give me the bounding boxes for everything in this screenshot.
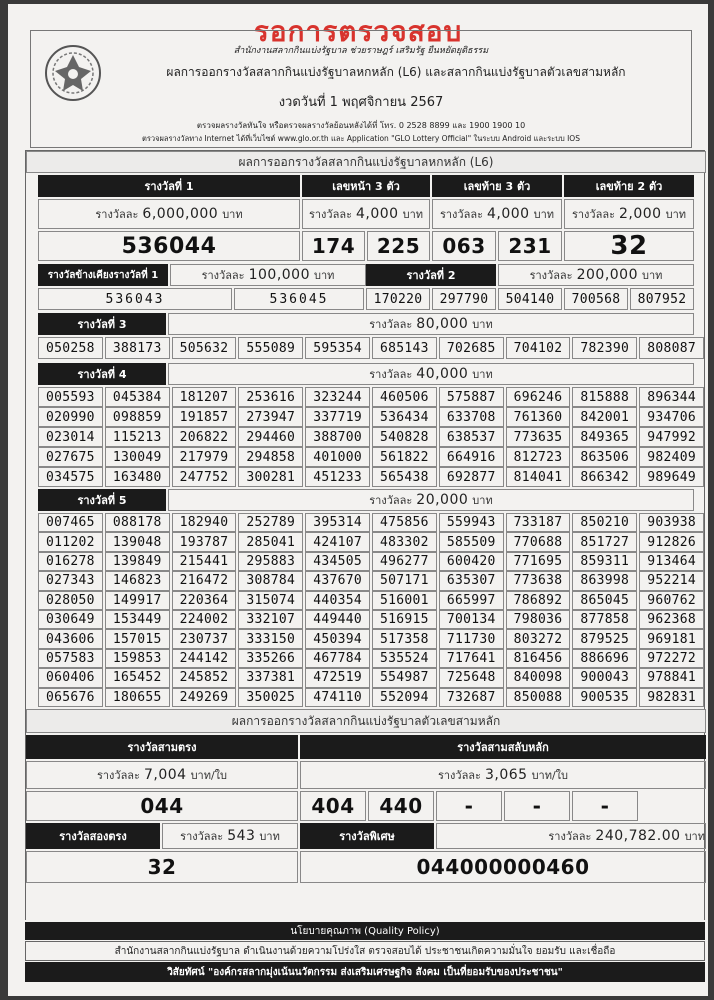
fifth-prize-number: 962368 <box>639 610 704 629</box>
second-prize-number: 807952 <box>630 288 694 310</box>
fifth-prize-number: 295883 <box>238 552 303 571</box>
first-prize-amount <box>38 199 300 229</box>
fifth-prize-number: 180655 <box>105 688 170 707</box>
third-prize-number: 702685 <box>439 337 504 359</box>
fifth-prize-number: 216472 <box>172 571 237 590</box>
fourth-prize-amount <box>168 363 694 385</box>
second-prize-number: 170220 <box>366 288 430 310</box>
fourth-prize-number: 934706 <box>639 407 704 427</box>
fifth-prize-number: 913464 <box>639 552 704 571</box>
lottery-result-sheet <box>8 4 708 996</box>
per-prize-label: รางวัลละ <box>308 208 352 221</box>
fifth-prize-number: 028050 <box>38 591 103 610</box>
fifth-prize-number: 554987 <box>372 668 437 687</box>
three-straight-amount <box>26 761 298 789</box>
prize-unit: บาท <box>259 830 280 843</box>
fifth-prize-number: 252789 <box>238 513 303 532</box>
fifth-prize-number: 516001 <box>372 591 437 610</box>
near-first-number: 536043 <box>38 288 232 310</box>
fifth-prize-number: 475856 <box>372 513 437 532</box>
fourth-prize-label: รางวัลที่ 4 <box>38 363 166 385</box>
prize-amount: 40,000 <box>416 366 469 382</box>
fourth-prize-number: 323244 <box>305 387 370 407</box>
fifth-prize-number: 057583 <box>38 649 103 668</box>
fourth-prize-number: 575887 <box>439 387 504 407</box>
fifth-prize-number: 193787 <box>172 532 237 551</box>
fifth-prize-number: 350025 <box>238 688 303 707</box>
back2-number: 32 <box>564 231 694 261</box>
fifth-prize-number: 600420 <box>439 552 504 571</box>
fifth-prize-number: 395314 <box>305 513 370 532</box>
fourth-prize-number: 812723 <box>506 447 571 467</box>
fourth-prize-number: 989649 <box>639 467 704 487</box>
fifth-prize-number: 851727 <box>572 532 637 551</box>
third-prize-number: 808087 <box>639 337 704 359</box>
near-first-number: 536045 <box>234 288 364 310</box>
three-swap-label: รางวัลสามสลับหลัก <box>300 735 706 759</box>
fifth-prize-number: 900043 <box>572 668 637 687</box>
fourth-prize-number: 388700 <box>305 427 370 447</box>
fifth-prize-number: 773638 <box>506 571 571 590</box>
fifth-prize-number: 230737 <box>172 629 237 648</box>
fifth-prize-number: 139048 <box>105 532 170 551</box>
three-swap-number: 440 <box>368 791 434 821</box>
front3-number: 174 <box>302 231 365 261</box>
three-swap-number: - <box>572 791 638 821</box>
fourth-prize-number: 300281 <box>238 467 303 487</box>
prize-unit: บาท/ใบ <box>531 769 569 782</box>
fifth-prize-number: 850088 <box>506 688 571 707</box>
fifth-prize-number: 434505 <box>305 552 370 571</box>
fifth-prize-number: 308784 <box>238 571 303 590</box>
fifth-prize-number: 733187 <box>506 513 571 532</box>
fourth-prize-number: 696246 <box>506 387 571 407</box>
fourth-prize-number: 020990 <box>38 407 103 427</box>
fifth-prize-number: 483302 <box>372 532 437 551</box>
prize-unit: บาท <box>472 318 493 331</box>
fourth-prize-number: 664916 <box>439 447 504 467</box>
fifth-prize-number: 717641 <box>439 649 504 668</box>
fifth-prize-number: 332107 <box>238 610 303 629</box>
fourth-prize-number: 536434 <box>372 407 437 427</box>
prize-amount: 200,000 <box>576 267 638 283</box>
fifth-prize-number: 249269 <box>172 688 237 707</box>
fifth-prize-number: 474110 <box>305 688 370 707</box>
fifth-prize-number: 771695 <box>506 552 571 571</box>
fifth-prize-number: 912826 <box>639 532 704 551</box>
fifth-prize-number: 153449 <box>105 610 170 629</box>
third-prize-number: 505632 <box>172 337 237 359</box>
prize-unit: บาท <box>472 368 493 381</box>
fourth-prize-number: 692877 <box>439 467 504 487</box>
fifth-prize-number: 449440 <box>305 610 370 629</box>
third-prize-number: 685143 <box>372 337 437 359</box>
near-first-label: รางวัลข้างเคียงรางวัลที่ 1 <box>38 264 168 286</box>
fourth-prize-number: 863506 <box>572 447 637 467</box>
three-straight-number: 044 <box>26 791 298 821</box>
fourth-prize-number: 773635 <box>506 427 571 447</box>
first-prize-number: 536044 <box>38 231 300 261</box>
fifth-prize-number: 982831 <box>639 688 704 707</box>
per-prize-label: รางวัลละ <box>571 208 615 221</box>
pending-verification-stamp: รอการตรวจสอบ <box>253 15 463 48</box>
sheet-header <box>30 30 692 148</box>
l3-section-title: ผลการออกรางวัลสลากกินแบ่งรัฐบาลตัวเลขสามหลัก <box>26 709 706 733</box>
prize-unit: บาท/ใบ <box>190 769 228 782</box>
fourth-prize-number: 130049 <box>105 447 170 467</box>
fifth-prize-number: 224002 <box>172 610 237 629</box>
fifth-prize-number: 337381 <box>238 668 303 687</box>
fifth-prize-number: 245852 <box>172 668 237 687</box>
fifth-prize-number: 088178 <box>105 513 170 532</box>
fifth-prize-number: 903938 <box>639 513 704 532</box>
fifth-prize-number: 472519 <box>305 668 370 687</box>
fourth-prize-number: 098859 <box>105 407 170 427</box>
first-prize-label: รางวัลที่ 1 <box>38 175 300 197</box>
fifth-prize-number: 440354 <box>305 591 370 610</box>
fifth-prize-number: 886696 <box>572 649 637 668</box>
fifth-prize-number: 065676 <box>38 688 103 707</box>
fifth-prize-number: 182940 <box>172 513 237 532</box>
fourth-prize-number: 761360 <box>506 407 571 427</box>
fifth-prize-number: 879525 <box>572 629 637 648</box>
fourth-prize-number: 638537 <box>439 427 504 447</box>
back2-label: เลขท้าย 2 ตัว <box>564 175 694 197</box>
fourth-prize-number: 866342 <box>572 467 637 487</box>
fifth-prize-number: 535524 <box>372 649 437 668</box>
third-prize-label: รางวัลที่ 3 <box>38 313 166 335</box>
fifth-prize-number: 030649 <box>38 610 103 629</box>
second-prize-label: รางวัลที่ 2 <box>366 264 496 286</box>
per-prize-label: รางวัลละ <box>95 208 139 221</box>
prize-amount: 20,000 <box>416 492 469 508</box>
fourth-prize-number: 896344 <box>639 387 704 407</box>
fifth-prize-number: 007465 <box>38 513 103 532</box>
fifth-prize-number: 335266 <box>238 649 303 668</box>
per-prize-label: รางวัลละ <box>439 208 483 221</box>
fifth-prize-number: 972272 <box>639 649 704 668</box>
third-prize-number: 595354 <box>305 337 370 359</box>
fifth-prize-number: 285041 <box>238 532 303 551</box>
fifth-prize-number: 424107 <box>305 532 370 551</box>
fifth-prize-number: 552094 <box>372 688 437 707</box>
fifth-prize-number: 220364 <box>172 591 237 610</box>
vision-statement: วิสัยทัศน์ "องค์กรสลากมุ่งเน้นนวัตกรรม ส่งเสริมเศรษฐกิจ สังคม เป็นที่ยอมรับของประชาชน" <box>25 962 705 982</box>
per-prize-label: รางวัลละ <box>529 269 573 282</box>
per-prize-label: รางวัลละ <box>201 269 245 282</box>
prize-amount: 2,000 <box>619 206 662 222</box>
fifth-prize-number: 960762 <box>639 591 704 610</box>
special-prize-label: รางวัลพิเศษ <box>300 823 434 849</box>
fifth-prize-number: 816456 <box>506 649 571 668</box>
fourth-prize-number: 401000 <box>305 447 370 467</box>
l6-section-title: ผลการออกรางวัลสลากกินแบ่งรัฐบาลหกหลัก (L6) <box>26 151 706 173</box>
prize-amount: 6,000,000 <box>142 206 219 222</box>
contact-line: ตรวจผลรางวัลทันใจ หรือตรวจผลรางวัลย้อนหลังได้ที่ โทร. 0 2528 8899 และ 1900 1900 10 <box>196 121 526 130</box>
fifth-prize-number: 711730 <box>439 629 504 648</box>
fifth-prize-number: 798036 <box>506 610 571 629</box>
third-prize-number: 388173 <box>105 337 170 359</box>
office-motto: สำนักงานสลากกินแบ่งรัฐบาล ช่วยราษฎร์ เสริมรัฐ ยืนหยัดยุติธรรม <box>233 46 489 56</box>
fifth-prize-number: 496277 <box>372 552 437 571</box>
second-prize-number: 504140 <box>498 288 562 310</box>
fifth-prize-number: 333150 <box>238 629 303 648</box>
front3-label: เลขหน้า 3 ตัว <box>302 175 430 197</box>
fourth-prize-number: 460506 <box>372 387 437 407</box>
fourth-prize-number: 115213 <box>105 427 170 447</box>
per-prize-label: รางวัลละ <box>369 318 413 331</box>
near-first-amount <box>170 264 366 286</box>
fifth-prize-number: 011202 <box>38 532 103 551</box>
fourth-prize-number: 451233 <box>305 467 370 487</box>
second-prize-number: 700568 <box>564 288 628 310</box>
third-prize-number: 782390 <box>572 337 637 359</box>
prize-unit: บาท <box>684 830 705 843</box>
fourth-prize-number: 247752 <box>172 467 237 487</box>
fifth-prize-number: 559943 <box>439 513 504 532</box>
three-swap-number: - <box>436 791 502 821</box>
fifth-prize-number: 315074 <box>238 591 303 610</box>
special-prize-amount <box>436 823 706 849</box>
fifth-prize-number: 244142 <box>172 649 237 668</box>
fifth-prize-number: 863998 <box>572 571 637 590</box>
special-prize-number: 044000000460 <box>300 851 706 883</box>
fifth-prize-number: 149917 <box>105 591 170 610</box>
three-swap-number: - <box>504 791 570 821</box>
prize-unit: บาท <box>665 208 687 221</box>
back3-amount <box>432 199 562 229</box>
fifth-prize-number: 969181 <box>639 629 704 648</box>
fourth-prize-number: 034575 <box>38 467 103 487</box>
results-grid <box>25 150 705 920</box>
per-prize-label: รางวัลละ <box>369 494 413 507</box>
third-prize-amount <box>168 313 694 335</box>
fourth-prize-number: 023014 <box>38 427 103 447</box>
fifth-prize-number: 215441 <box>172 552 237 571</box>
per-prize-label: รางวัลละ <box>437 769 481 782</box>
fifth-prize-number: 157015 <box>105 629 170 648</box>
fifth-prize-label: รางวัลที่ 5 <box>38 489 166 511</box>
fourth-prize-number: 253616 <box>238 387 303 407</box>
back3-number: 231 <box>498 231 562 261</box>
fifth-prize-number: 635307 <box>439 571 504 590</box>
fourth-prize-number: 337719 <box>305 407 370 427</box>
fourth-prize-number: 217979 <box>172 447 237 467</box>
fifth-prize-number: 877858 <box>572 610 637 629</box>
fifth-prize-number: 027343 <box>38 571 103 590</box>
fourth-prize-number: 565438 <box>372 467 437 487</box>
prize-amount: 543 <box>227 828 256 844</box>
fifth-prize-number: 585509 <box>439 532 504 551</box>
per-prize-label: รางวัลละ <box>180 830 224 843</box>
fourth-prize-number: 561822 <box>372 447 437 467</box>
sheet-title: ผลการออกรางวัลสลากกินแบ่งรัฐบาลหกหลัก (L6) และสลากกินแบ่งรัฐบาลตัวเลขสามหลัก <box>166 65 626 79</box>
front3-amount <box>302 199 430 229</box>
fifth-prize-number: 952214 <box>639 571 704 590</box>
fourth-prize-number: 191857 <box>172 407 237 427</box>
fifth-prize-number: 732687 <box>439 688 504 707</box>
fourth-prize-number: 849365 <box>572 427 637 447</box>
fourth-prize-number: 045384 <box>105 387 170 407</box>
internet-line: ตรวจผลรางวัลทาง Internet ได้ที่เว็บไซต์ www.glo.or.th และ Application "GLO Lottery Official" ในระบบ Android และระบบ IOS <box>142 134 580 143</box>
fourth-prize-number: 815888 <box>572 387 637 407</box>
fifth-prize-number: 700134 <box>439 610 504 629</box>
quality-policy-text: สำนักงานสลากกินแบ่งรัฐบาล ดำเนินงานด้วยความโปร่งใส ตรวจสอบได้ ประชาชนเกิดความมั่นใจ ยอมรับ และเชื่อถือ <box>25 941 705 961</box>
third-prize-number: 555089 <box>238 337 303 359</box>
fifth-prize-number: 467784 <box>305 649 370 668</box>
front3-number: 225 <box>367 231 430 261</box>
fifth-prize-number: 043606 <box>38 629 103 648</box>
third-prize-number: 050258 <box>38 337 103 359</box>
fifth-prize-number: 900535 <box>572 688 637 707</box>
fourth-prize-number: 027675 <box>38 447 103 467</box>
fifth-prize-number: 516915 <box>372 610 437 629</box>
prize-amount: 7,004 <box>143 767 187 783</box>
prize-unit: บาท <box>472 494 493 507</box>
fifth-prize-number: 786892 <box>506 591 571 610</box>
fifth-prize-number: 016278 <box>38 552 103 571</box>
fourth-prize-number: 540828 <box>372 427 437 447</box>
second-prize-number: 297790 <box>432 288 496 310</box>
fourth-prize-number: 842001 <box>572 407 637 427</box>
fifth-prize-number: 859311 <box>572 552 637 571</box>
back3-label: เลขท้าย 3 ตัว <box>432 175 562 197</box>
prize-amount: 240,782.00 <box>595 828 681 844</box>
third-prize-number: 704102 <box>506 337 571 359</box>
prize-amount: 80,000 <box>416 316 469 332</box>
fifth-prize-number: 978841 <box>639 668 704 687</box>
fifth-prize-number: 159853 <box>105 649 170 668</box>
quality-policy-title: นโยบายคุณภาพ (Quality Policy) <box>25 922 705 940</box>
prize-unit: บาท <box>222 208 243 221</box>
fifth-prize-number: 840098 <box>506 668 571 687</box>
two-straight-amount <box>162 823 298 849</box>
fifth-prize-number: 165452 <box>105 668 170 687</box>
prize-unit: บาท <box>533 208 555 221</box>
fourth-prize-number: 294858 <box>238 447 303 467</box>
fifth-prize-number: 450394 <box>305 629 370 648</box>
prize-unit: บาท <box>642 269 663 282</box>
fifth-prize-number: 060406 <box>38 668 103 687</box>
three-swap-amount <box>300 761 706 789</box>
fourth-prize-number: 982409 <box>639 447 704 467</box>
fifth-prize-number: 725648 <box>439 668 504 687</box>
fourth-prize-number: 005593 <box>38 387 103 407</box>
fifth-prize-amount <box>168 489 694 511</box>
fifth-prize-number: 517358 <box>372 629 437 648</box>
fourth-prize-number: 206822 <box>172 427 237 447</box>
prize-amount: 4,000 <box>356 206 399 222</box>
fourth-prize-number: 163480 <box>105 467 170 487</box>
two-straight-label: รางวัลสองตรง <box>26 823 160 849</box>
draw-date: งวดวันที่ 1 พฤศจิกายน 2567 <box>278 95 444 110</box>
fifth-prize-number: 865045 <box>572 591 637 610</box>
three-swap-number: 404 <box>300 791 366 821</box>
fifth-prize-number: 146823 <box>105 571 170 590</box>
second-prize-amount <box>498 264 694 286</box>
per-prize-label: รางวัลละ <box>369 368 413 381</box>
fifth-prize-number: 770688 <box>506 532 571 551</box>
fourth-prize-number: 294460 <box>238 427 303 447</box>
back2-amount <box>564 199 694 229</box>
fifth-prize-number: 139849 <box>105 552 170 571</box>
fourth-prize-number: 273947 <box>238 407 303 427</box>
two-straight-number: 32 <box>26 851 298 883</box>
fifth-prize-number: 803272 <box>506 629 571 648</box>
per-prize-label: รางวัลละ <box>96 769 140 782</box>
fifth-prize-number: 507171 <box>372 571 437 590</box>
prize-unit: บาท <box>402 208 424 221</box>
fourth-prize-number: 814041 <box>506 467 571 487</box>
fifth-prize-number: 850210 <box>572 513 637 532</box>
prize-unit: บาท <box>314 269 335 282</box>
fourth-prize-number: 181207 <box>172 387 237 407</box>
fifth-prize-number: 437670 <box>305 571 370 590</box>
fifth-prize-number: 665997 <box>439 591 504 610</box>
prize-amount: 3,065 <box>484 767 528 783</box>
three-straight-label: รางวัลสามตรง <box>26 735 298 759</box>
fourth-prize-number: 947992 <box>639 427 704 447</box>
prize-amount: 4,000 <box>487 206 530 222</box>
back3-number: 063 <box>432 231 496 261</box>
prize-amount: 100,000 <box>248 267 310 283</box>
per-prize-label: รางวัลละ <box>548 830 592 843</box>
fourth-prize-number: 633708 <box>439 407 504 427</box>
